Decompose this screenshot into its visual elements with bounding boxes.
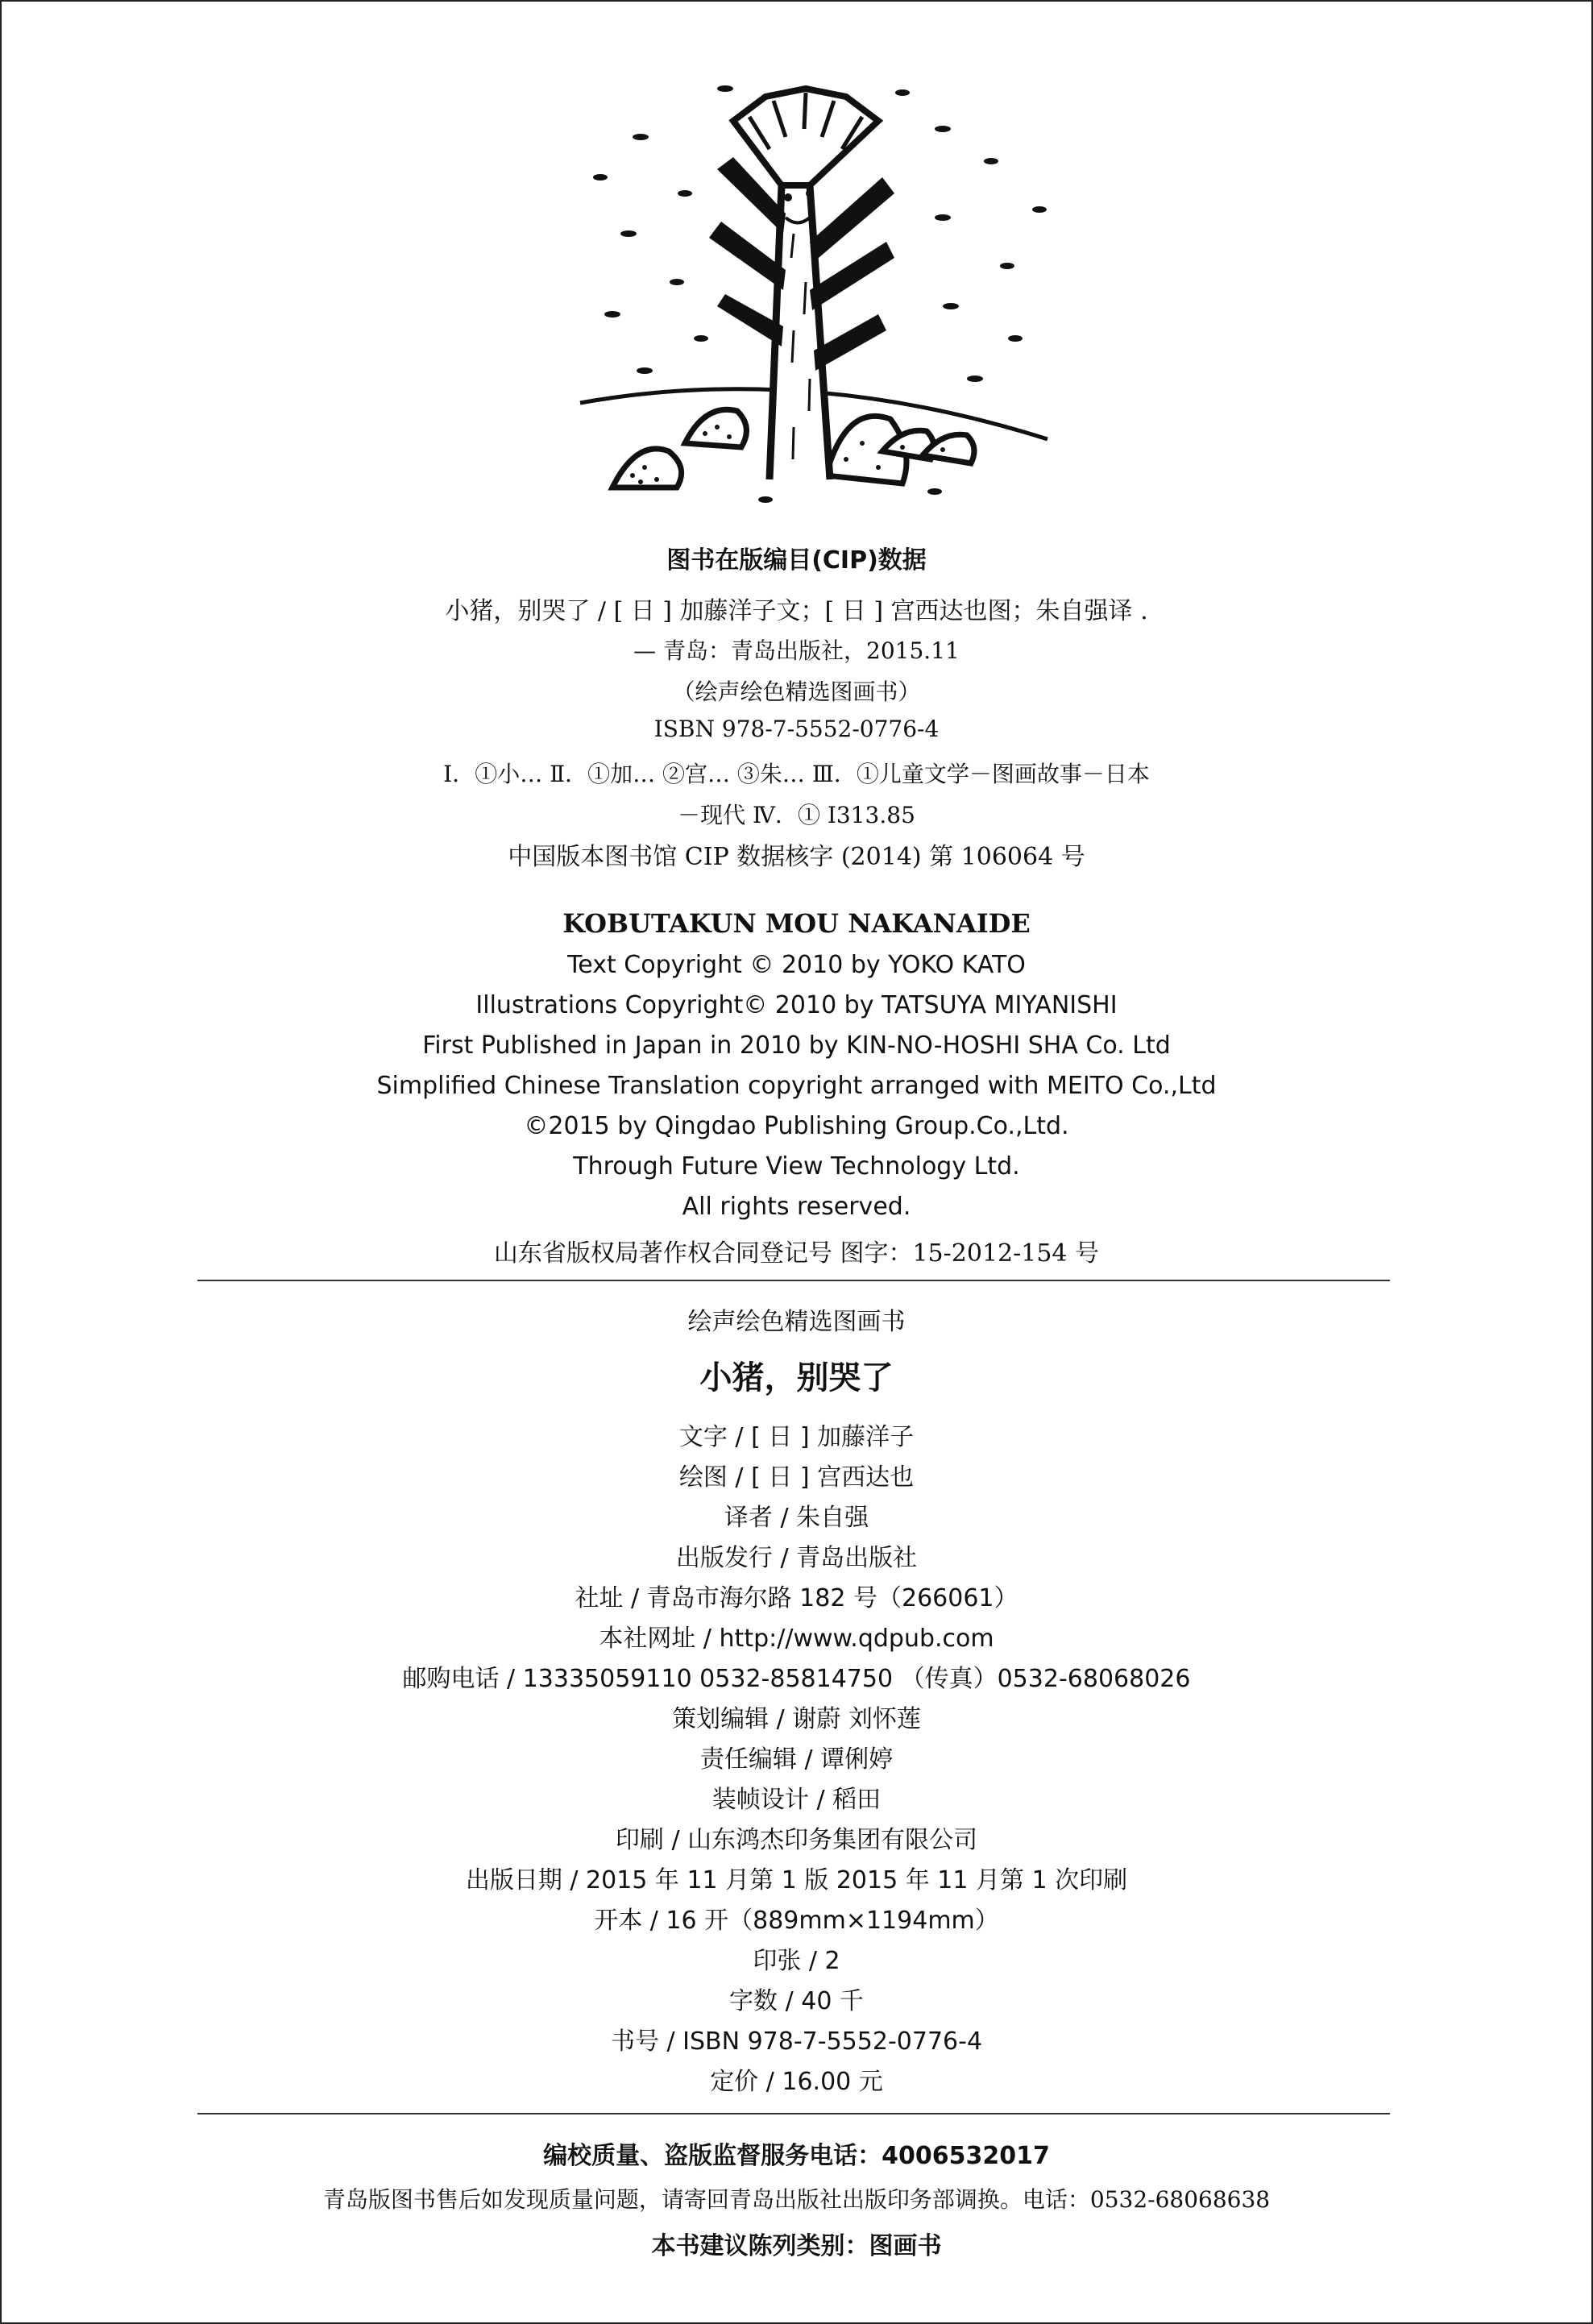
- detail-line: 出版日期 / 2015 年 11 月第 1 版 2015 年 11 月第 1 次印刷: [465, 1866, 1128, 1894]
- shelf-category: 本书建议陈列类别：图画书: [651, 2232, 942, 2260]
- copyright-line: Simplified Chinese Translation copyright arranged with MEITO Co.,Ltd: [376, 1072, 1217, 1100]
- detail-line: 印刷 / 山东鸿杰印务集团有限公司: [615, 1826, 978, 1854]
- detail-line: 社址 / 青岛市海尔路 182 号（266061）: [575, 1584, 1018, 1612]
- detail-line: 开本 / 16 开（889mm×1194mm）: [594, 1907, 999, 1935]
- after-sales-notice: 青岛版图书售后如发现质量问题，请寄回青岛出版社出版印务部调换。电话：0532-68068638: [322, 2186, 1271, 2213]
- copyright-line: ©2015 by Qingdao Publishing Group.Co.,Ltd.: [524, 1112, 1069, 1140]
- detail-line: 装帧设计 / 稻田: [711, 1786, 882, 1814]
- detail-line: 文字 / [ 日 ] 加藤洋子: [678, 1423, 915, 1451]
- detail-line: 字数 / 40 千: [729, 1987, 864, 2015]
- book-title: 小猪，别哭了: [699, 1359, 894, 1396]
- copyright-line: All rights reserved.: [682, 1193, 911, 1221]
- tree-illustration: [564, 73, 1064, 508]
- detail-line: 策划编辑 / 谢蔚 刘怀莲: [672, 1705, 921, 1733]
- cip-line: — 青岛：青岛出版社，2015.11: [633, 637, 960, 664]
- cip-heading: 图书在版编目(CIP)数据: [666, 546, 927, 575]
- detail-line: 绘图 / [ 日 ] 宫西达也: [678, 1463, 915, 1492]
- detail-line: 责任编辑 / 谭俐婷: [699, 1745, 894, 1774]
- original-title: KOBUTAKUN MOU NAKANAIDE: [562, 908, 1031, 939]
- copyright-line: Through Future View Technology Ltd.: [573, 1152, 1020, 1181]
- detail-line: 定价 / 16.00 元: [710, 2068, 883, 2096]
- divider: [197, 1280, 1390, 1281]
- divider: [197, 2113, 1390, 2114]
- series-name: 绘声绘色精选图画书: [687, 1308, 906, 1336]
- detail-line: 邮购电话 / 13335059110 0532-85814750 （传真）0532-68068026: [402, 1665, 1191, 1693]
- copyright-line: First Published in Japan in 2010 by KIN-NO-HOSHI SHA Co. Ltd: [422, 1031, 1171, 1060]
- detail-line: 出版发行 / 青岛出版社: [675, 1544, 918, 1572]
- cip-line: 中国版本图书馆 CIP 数据核字 (2014) 第 106064 号: [508, 843, 1085, 871]
- hotline: 编校质量、盗版监督服务电话：4006532017: [543, 2142, 1050, 2170]
- copyright-line: Illustrations Copyright© 2010 by TATSUYA MIYANISHI: [475, 991, 1118, 1019]
- cip-line: ISBN 978-7-5552-0776-4: [653, 716, 940, 742]
- cip-line: －现代 Ⅳ．① I313.85: [678, 802, 915, 828]
- cip-line: Ⅰ．①小… Ⅱ．①加… ②宫… ③朱… Ⅲ．①儿童文学－图画故事－日本: [443, 761, 1150, 787]
- detail-line: 印张 / 2: [753, 1947, 840, 1975]
- detail-line: 译者 / 朱自强: [724, 1504, 869, 1532]
- cip-line: 小猪，别哭了 / [ 日 ] 加藤洋子文；[ 日 ] 宫西达也图；朱自强译 .: [445, 597, 1148, 625]
- copyright-line: Text Copyright © 2010 by YOKO KATO: [567, 951, 1026, 979]
- detail-line: 本社网址 / http://www.qdpub.com: [599, 1625, 994, 1653]
- copyright-registration: 山东省版权局著作权合同登记号 图字：15-2012-154 号: [493, 1239, 1100, 1268]
- detail-line: 书号 / ISBN 978-7-5552-0776-4: [610, 2027, 983, 2056]
- cip-line: （绘声绘色精选图画书）: [672, 679, 921, 705]
